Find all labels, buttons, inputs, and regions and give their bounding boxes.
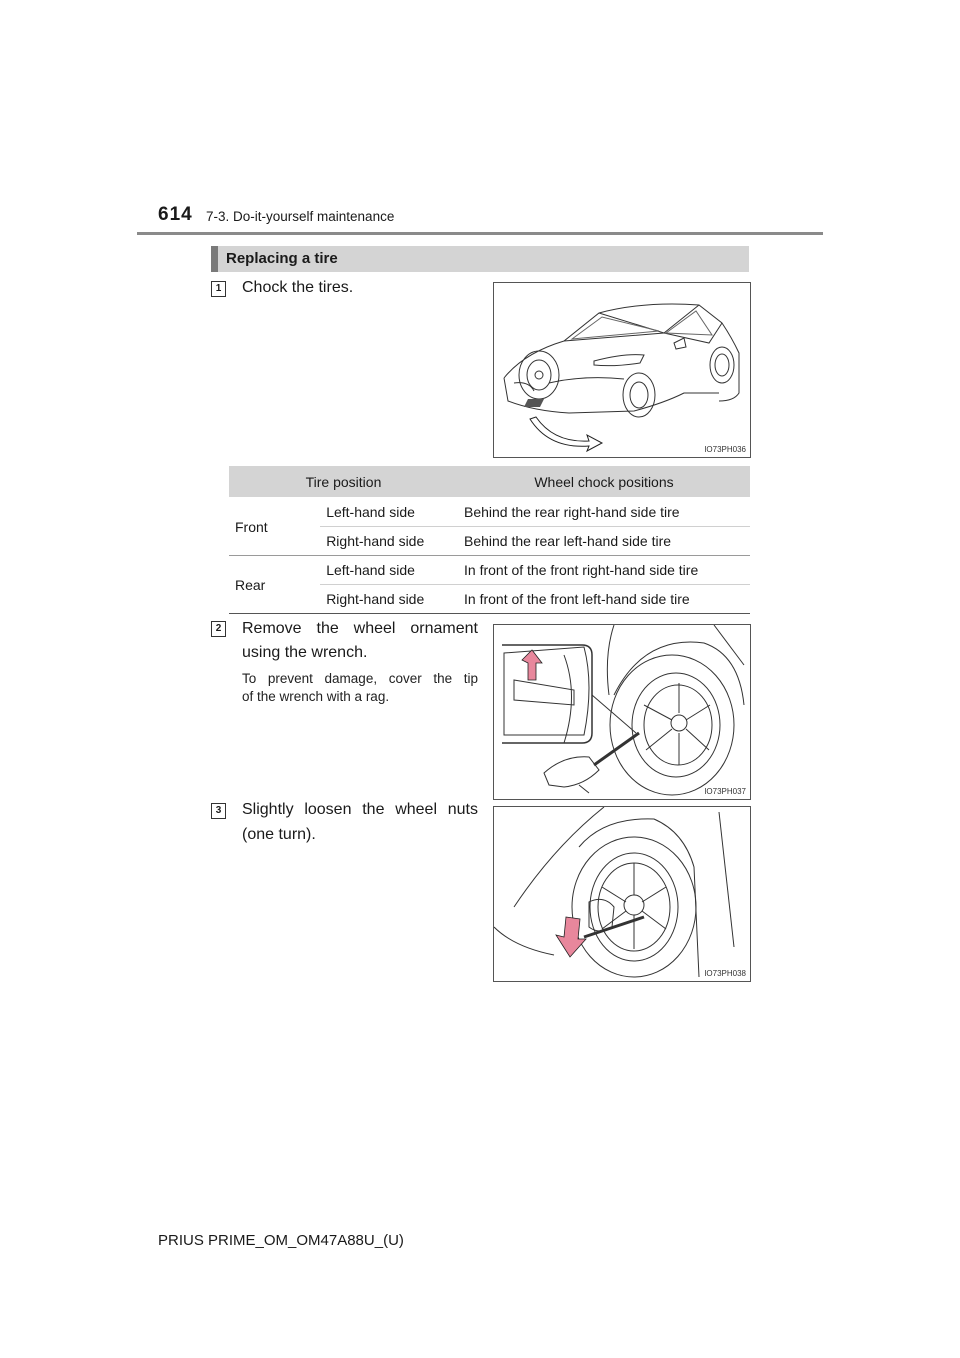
car-chock-illustration	[494, 283, 750, 457]
table-cell-chock: Behind the rear right-hand side tire	[458, 498, 750, 527]
step-2-text-line1: Remove the wheel ornament	[242, 620, 478, 637]
figure-loosen-nuts	[493, 806, 751, 982]
figure-code: IO73PH037	[704, 787, 746, 796]
table-cell-side: Right-hand side	[320, 527, 458, 556]
document-code: PRIUS PRIME_OM_OM47A88U_(U)	[158, 1232, 404, 1249]
wheel-ornament-illustration	[494, 625, 750, 799]
step-2-number: 2	[211, 621, 226, 637]
figure-code: IO73PH036	[704, 445, 746, 454]
table-cell-position: Front	[229, 498, 320, 556]
table-cell-chock: Behind the rear left-hand side tire	[458, 527, 750, 556]
table-cell-chock: In front of the front left-hand side tire	[458, 585, 750, 614]
step-1-number: 1	[211, 281, 226, 297]
table-cell-side: Left-hand side	[320, 556, 458, 585]
table-header-tire-position: Tire position	[229, 466, 458, 498]
table-cell-side: Left-hand side	[320, 498, 458, 527]
table-row	[229, 498, 750, 527]
step-3-number: 3	[211, 803, 226, 819]
step-3-text-line1: Slightly loosen the wheel nuts	[242, 801, 478, 818]
section-title: Replacing a tire	[226, 250, 338, 267]
figure-remove-ornament	[493, 624, 751, 800]
table-cell-side: Right-hand side	[320, 585, 458, 614]
figure-code: IO73PH038	[704, 969, 746, 978]
page-number: 614	[158, 204, 193, 225]
table-header-chock-positions: Wheel chock positions	[458, 466, 750, 498]
wheel-nuts-illustration	[494, 807, 750, 981]
step-2-note-line1: To prevent damage, cover the tip	[242, 671, 478, 686]
step-3-text-line2: (one turn).	[242, 826, 316, 843]
wheel-chock-table	[229, 466, 750, 614]
header-rule	[137, 232, 823, 235]
table-cell-position: Rear	[229, 556, 320, 614]
table-row	[229, 556, 750, 585]
section-bar-accent	[211, 246, 218, 272]
figure-chock-tires	[493, 282, 751, 458]
section-path: 7-3. Do-it-yourself maintenance	[206, 209, 395, 224]
step-1-text: Chock the tires.	[242, 279, 354, 296]
step-2-note-line2: of the wrench with a rag.	[242, 689, 390, 704]
table-cell-chock: In front of the front right-hand side tire	[458, 556, 750, 585]
step-2-text-line2: using the wrench.	[242, 644, 368, 661]
